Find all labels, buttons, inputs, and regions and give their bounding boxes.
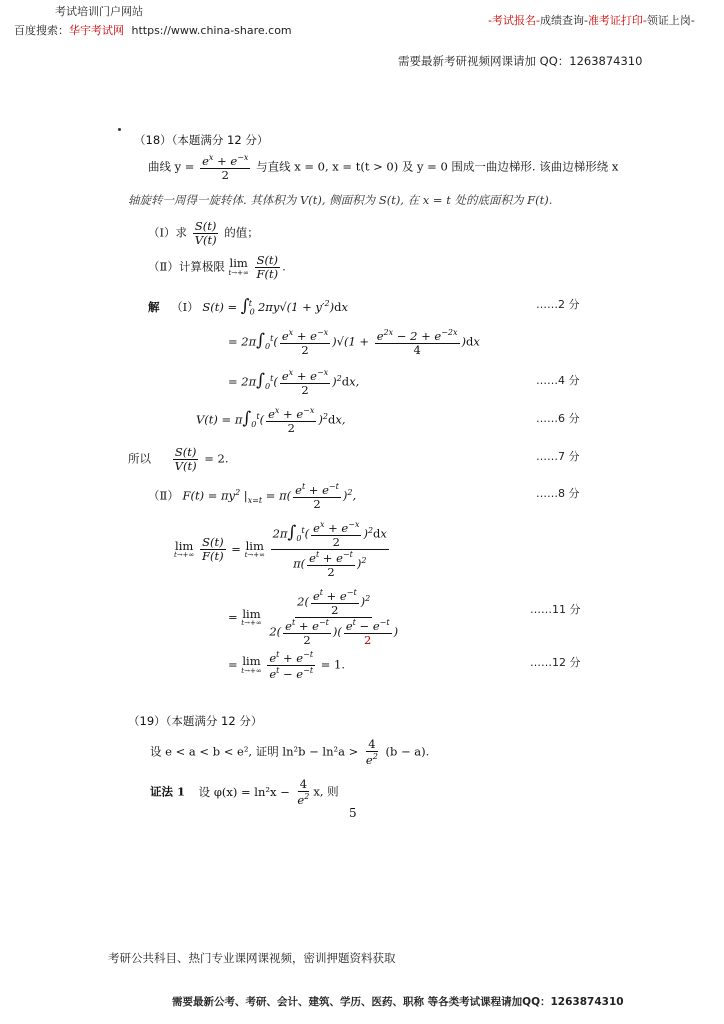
solution-line-1: 解 （Ⅰ） $S(t) = \int_0^t$ $2\pi y√(1 + y'^2)dx$	[148, 296, 348, 317]
solution-line-4: $V(t) = \pi\int_0^t$( $\frac{e^x + e^{-x}}{2}$ )$^2$dx,	[196, 406, 346, 436]
problem-18-part2: （Ⅱ）计算极限 lim t→+∞ $\frac{S(t)}{F(t)}$ .	[148, 253, 286, 282]
site-url-link[interactable]: https://www.china-share.com	[131, 24, 292, 37]
solution-line-9: = lim t→+∞ $\frac{e^t + e^{-t}}{e^t - e^{-t}}$ = 1.	[228, 650, 345, 681]
points-4: ……4 分	[536, 374, 580, 387]
margin-dot	[118, 128, 121, 131]
nav-link-score[interactable]: 成绩查询-	[539, 14, 588, 27]
solution-line-2: = $2\pi\int_0^t$( $\frac{e^x + e^{-x}}{2}$ )√(1 + $\frac{e^{2x} - 2 + e^{-2x}}{4}$ )dx	[228, 328, 480, 358]
footer-line-1: 考研公共科目、热门专业课网课视频，密训押题资料获取	[108, 951, 396, 965]
nav-link-admission-ticket[interactable]: 准考证打印-	[587, 14, 647, 27]
problem-19-statement: 设 e < a < b < e², 证明 ln²b − ln²a > $\frac{4}{e^2}$ (b − a).	[150, 737, 430, 768]
problem-19-proof: 证法 1 设 φ(x) = ln²x − $\frac{4}{e^2}$ x, 则	[150, 777, 339, 808]
solution-line-7: lim t→+∞ $\frac{S(t)}{F(t)}$ = lim t→+∞ $2\pi\int_0^t$( $\frac{e^x + e^{-x}}{2}$ )$^2$dx π( $\frac{e^t + e^{-t}}{2}$ )$^2$	[174, 520, 387, 580]
footer-line-2: 需要最新公考、考研、会计、建筑、学历、医药、职称 等各类考试课程请加QQ：1263874310	[172, 996, 624, 1008]
solution-line-3: = $2\pi\int_0^t$( $\frac{e^x + e^{-x}}{2}$ )$^2$dx,	[228, 368, 360, 398]
problem-18-part1: （Ⅰ）求 $\frac{S(t)}{V(t)}$ 的值；	[148, 219, 259, 248]
points-7: ……7 分	[536, 450, 580, 463]
problem-18-statement-line2: 轴旋转一周得一旋转体. 其体积为 V(t), 侧面积为 S(t), 在 x = t 处的底面积为 F(t).	[128, 193, 553, 207]
site-name: 考试培训门户网站	[55, 5, 143, 18]
search-keyword-link[interactable]: 华宇考试网	[69, 24, 124, 37]
points-2: ……2 分	[536, 298, 580, 311]
search-hint	[14, 22, 292, 38]
page-number: 5	[349, 806, 357, 820]
nav-link-registration[interactable]: -考试报名-	[488, 14, 540, 27]
nav-link-certificate[interactable]: 领证上岗-	[646, 14, 695, 27]
header-nav	[488, 12, 695, 28]
problem-19-heading: （19）（本题满分 12 分）	[128, 714, 263, 728]
problem-18-heading: （18）（本题满分 12 分）	[134, 133, 269, 147]
points-8: ……8 分	[536, 487, 580, 500]
search-prefix: 百度搜索：	[14, 24, 69, 37]
qq-note: 需要最新考研视频网课请加 QQ：1263874310	[398, 54, 643, 68]
points-12: ……12 分	[530, 656, 581, 669]
points-11: ……11 分	[530, 603, 581, 616]
problem-18-statement-line1: 曲线 y = $\frac{e^x + e^{-x}}{2}$ 与直线 x = 0, x = t(t > 0) 及 y = 0 围成一曲边梯形. 该曲边梯形绕 x	[148, 153, 619, 183]
solution-line-8: = lim t→+∞ 2( $\frac{e^t + e^{-t}}{2}$ )$^2$ 2( $\frac{e^t + e^{-t}}{2}$ )( $\frac{e^t - e^{-t}}{2}$ )	[228, 588, 399, 648]
solution-line-5: 所以 $\frac{S(t)}{V(t)}$ = 2.	[128, 445, 229, 474]
points-6: ……6 分	[536, 412, 580, 425]
solution-line-6: （Ⅱ） $F(t) = \pi y^2$ $|_{x=t} = \pi$( $\frac{e^t + e^{-t}}{2}$ )$^2$,	[148, 482, 357, 512]
